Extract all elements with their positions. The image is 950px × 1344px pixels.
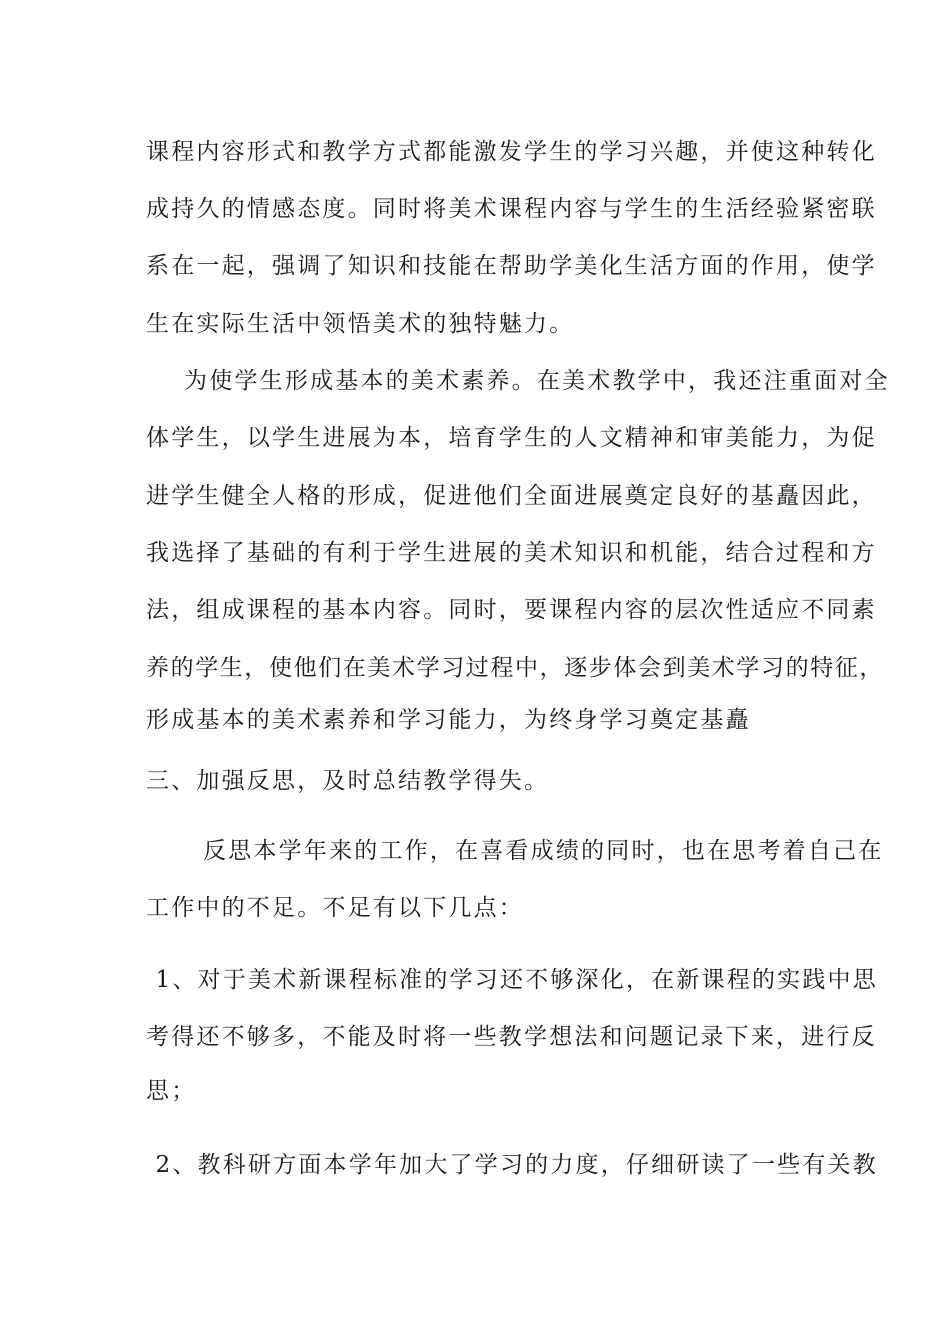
text-line: 反思本学年来的工作，在喜看成绩的同时，也在思考着自己在 <box>146 838 884 864</box>
text-line: 我选择了基础的有利于学生进展的美术知识和机能，结合过程和方 <box>146 540 877 566</box>
text-line: 考得还不够多，不能及时将一些教学想法和问题记录下来，进行反 <box>146 1024 877 1050</box>
text-line: 思； <box>146 1078 197 1104</box>
text-line: 生在实际生活中领悟美术的独特魅力。 <box>146 311 575 337</box>
list-item: 1、对于美术新课程标准的学习还不够深化，在新课程的实践中思 <box>146 967 878 993</box>
section-heading: 三、加强反思，及时总结教学得失。 <box>146 768 550 794</box>
text-line: 形成基本的美术素养和学习能力，为终身学习奠定基矗 <box>146 707 751 733</box>
text-line: 工作中的不足。不足有以下几点： <box>146 895 524 921</box>
text-line: 进学生健全人格的形成，促进他们全面进展奠定良好的基矗因此， <box>146 483 877 509</box>
text-line: 成持久的情感态度。同时将美术课程内容与学生的生活经验紧密联 <box>146 196 877 222</box>
text-line: 法，组成课程的基本内容。同时，要课程内容的层次性适应不同素 <box>146 597 877 623</box>
text-line: 体学生，以学生进展为本，培育学生的人文精神和审美能力，为促 <box>146 425 877 451</box>
text-line: 课程内容形式和教学方式都能激发学生的学习兴趣，并使这种转化 <box>146 139 877 165</box>
text-line: 系在一起，强调了知识和技能在帮助学美化生活方面的作用，使学 <box>146 253 877 279</box>
text-line: 为使学生形成基本的美术素养。在美术教学中，我还注重面对全 <box>146 368 890 394</box>
list-item: 2、教科研方面本学年加大了学习的力度，仔细研读了一些有关教 <box>146 1152 878 1178</box>
text-line: 养的学生，使他们在美术学习过程中，逐步体会到美术学习的特征， <box>146 655 884 681</box>
